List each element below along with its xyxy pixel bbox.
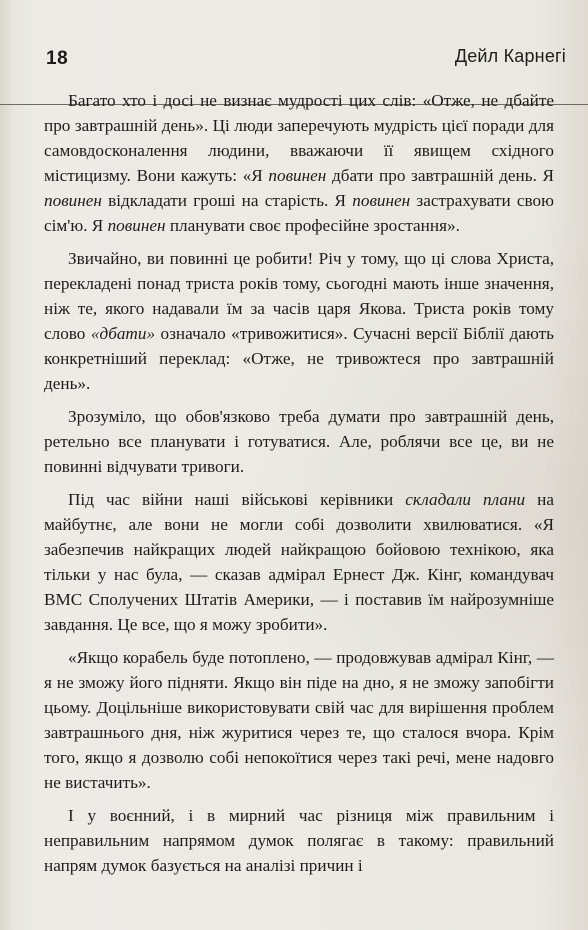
text-run: Зрозуміло, що обов'язково треба думати про завтрашній день, ретельно все планувати і готуватися. Але, роблячи все це, ви не повинні відчувати тривоги. — [44, 407, 554, 476]
text-run: І у воєнний, і в мирний час різниця між правильним і неправильним напрямом думок полягає в такому: правильний напрям думок базується на аналізі причин і — [44, 806, 554, 875]
text-run: Звичайно, ви повинні це робити! Річ у тому, що ці слова Христа, перекладені понад триста років тому, сьогодні мають інше значення, ніж те, якого надавали їм за часів царя Якова. Триста років тому слово — [44, 249, 554, 343]
text-run: означало «тривожитися». Сучасні версії Біблії дають конкретніший переклад: «Отже, не тривожтеся про завтрашній день». — [44, 324, 554, 393]
paragraph — [44, 487, 554, 637]
paragraph — [44, 246, 554, 396]
running-head-author: Дейл Карнегі — [454, 46, 566, 66]
page-header — [0, 30, 588, 78]
text-run: планувати своє професійне зростання». — [165, 216, 460, 235]
body-text — [44, 88, 554, 886]
text-run: дбати про завтрашній день. Я — [326, 166, 554, 185]
text-run: застрахувати свою сім'ю. Я — [44, 191, 554, 235]
italic-text: повинен — [44, 191, 102, 210]
paragraph — [44, 88, 554, 238]
text-run: на майбутнє, але вони не могли собі дозволити хвилюватися. «Я забезпечив найкращих людей найкращою бойовою технікою, яка тільки у нас була, — сказав адмірал Ернест Дж. Кінг, командувач ВМС Сполучених Штатів Америки, — і поставив їм найрозумніше завдання. Це все, що я можу зробити». — [44, 490, 555, 634]
italic-text: складали плани — [405, 490, 526, 509]
paragraph — [44, 803, 554, 878]
text-run: Під час війни наші військові керівники — [68, 490, 406, 509]
text-run: відкладати гроші на старість. Я — [101, 191, 353, 210]
italic-text: «дбати» — [90, 324, 156, 343]
italic-text: повинен — [352, 191, 411, 210]
paragraph — [44, 404, 554, 479]
italic-text: повинен — [107, 216, 166, 235]
text-run: Багато хто і досі не визнає мудрості цих слів: «Отже, не дбайте про завтрашній день». Ці люди заперечують мудрість цієї поради для самовдосконалення людини, вважаючи її явищем східного містицизму. Вони кажуть: «Я — [44, 91, 554, 185]
page-number: 18 — [46, 48, 69, 69]
text-run: «Якщо корабель буде потоплено, — продовжував адмірал Кінг, — я не зможу його підняти. Якщо він піде на дно, я не зможу запобігти цьому. Доцільніше використовувати свій час для вирішення проблем завтрашнього дня, ніж журитися через те, що сталося вчора. Крім того, якщо я дозволю собі непокоїтися через такі речі, мене надовго не вистачить». — [44, 648, 554, 792]
italic-text: повинен — [268, 166, 327, 185]
paragraph — [44, 645, 554, 795]
